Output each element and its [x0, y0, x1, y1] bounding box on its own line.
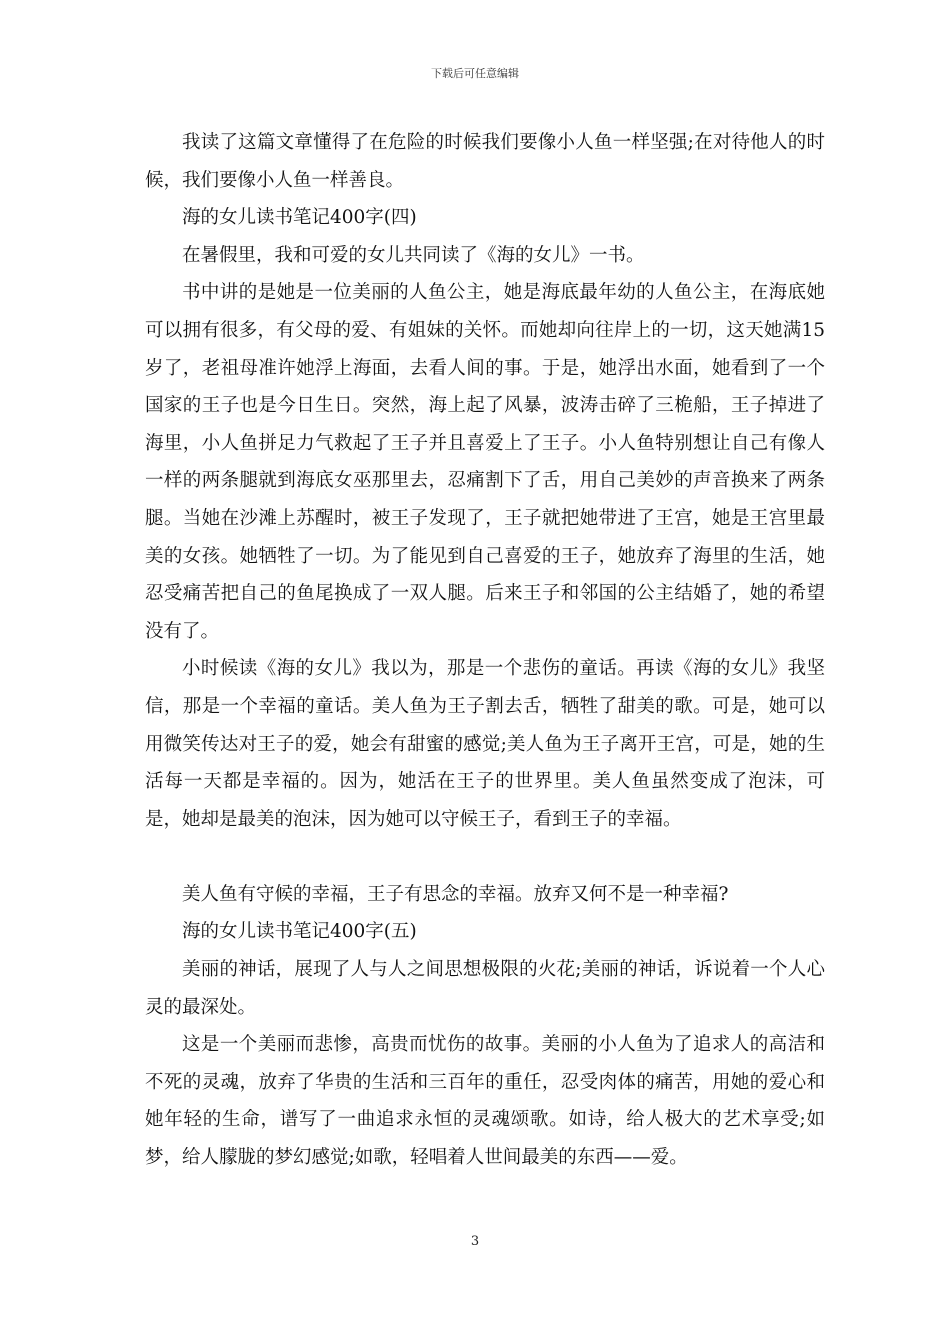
blank-line	[145, 838, 825, 876]
paragraph: 小时候读《海的女儿》我以为，那是一个悲伤的童话。再读《海的女儿》我坚信，那是一个幸福的童话。美人鱼为王子割去舌，牺牲了甜美的歌。可是，她可以用微笑传达对王子的爱，她会有甜蜜的感觉;美人鱼为王子离开王宫，可是，她的生活每一天都是幸福的。因为，她活在王子的世界里。美人鱼虽然变成了泡沫，可是，她却是最美的泡沫，因为她可以守候王子，看到王子的幸福。	[145, 658, 825, 830]
paragraph: 书中讲的是她是一位美丽的人鱼公主，她是海底最年幼的人鱼公主，在海底她可以拥有很多，有父母的爱、有姐妹的关怀。而她却向往岸上的一切，这天她满15岁了，老祖母准许她浮上海面，去看人间的事。于是，她浮出水面，她看到了一个国家的王子也是今日生日。突然，海上起了风暴，波涛击碎了三桅船，王子掉进了海里，小人鱼拼足力气救起了王子并且喜爱上了王子。小人鱼特别想让自己有像人一样的两条腿就到海底女巫那里去，忍痛割下了舌，用自己美妙的声音换来了两条腿。当她在沙滩上苏醒时，被王子发现了，王子就把她带进了王宫，她是王宫里最美的女孩。她牺牲了一切。为了能见到自己喜爱的王子，她放弃了海里的生活，她忍受痛苦把自己的鱼尾换成了一双人腿。后来王子和邻国的公主结婚了，她的希望没有了。	[145, 282, 825, 642]
paragraph: 这是一个美丽而悲惨，高贵而忧伤的故事。美丽的小人鱼为了追求人的高洁和不死的灵魂，放弃了华贵的生活和三百年的重任，忍受肉体的痛苦，用她的爱心和她年轻的生命，谱写了一曲追求永恒的灵魂颂歌。如诗，给人极大的艺术享受;如梦，给人朦胧的梦幻感觉;如歌，轻唱着人世间最美的东西——爱。	[145, 1034, 825, 1169]
section-heading: 海的女儿读书笔记400字(五)	[182, 921, 417, 943]
paragraph: 我读了这篇文章懂得了在危险的时候我们要像小人鱼一样坚强;在对待他人的时候，我们要像小人鱼一样善良。	[145, 132, 825, 191]
document-body	[145, 124, 825, 1177]
page-number: 3	[470, 1234, 480, 1249]
paragraph: 美丽的神话，展现了人与人之间思想极限的火花;美丽的神话，诉说着一个人心灵的最深处。	[145, 959, 825, 1018]
paragraph: 美人鱼有守候的幸福，王子有思念的幸福。放弃又何不是一种幸福?	[182, 883, 729, 905]
section-heading: 海的女儿读书笔记400字(四)	[182, 207, 417, 229]
page-header: 下载后可任意编辑	[431, 67, 519, 80]
paragraph: 在暑假里，我和可爱的女儿共同读了《海的女儿》一书。	[182, 244, 645, 266]
